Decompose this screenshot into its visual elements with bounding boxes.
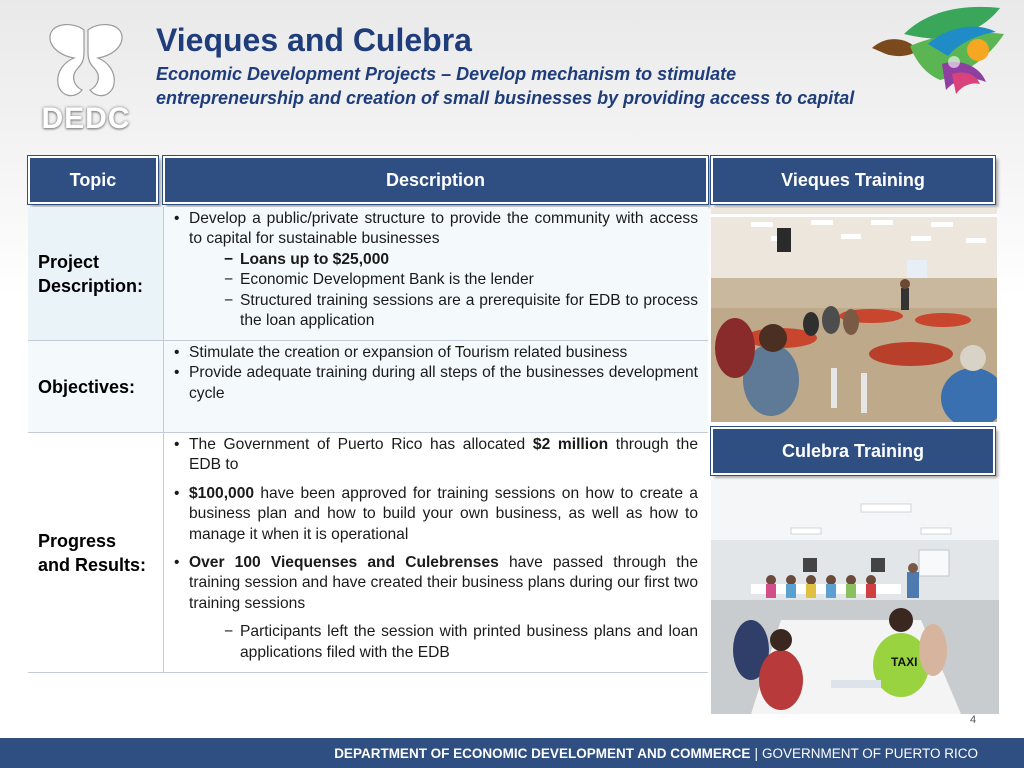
topics-table bbox=[28, 207, 708, 673]
allocation-text: The Government of Puerto Rico has allocated bbox=[189, 436, 526, 453]
topic-progress-line2: and Results: bbox=[38, 554, 147, 575]
culebra-training-header: Culebra Training bbox=[711, 427, 995, 475]
progress-cell bbox=[164, 433, 708, 672]
list-item: − Economic Development Bank is the lender bbox=[172, 270, 698, 290]
table-row-progress bbox=[28, 433, 708, 673]
topic-project-description: Project Description: bbox=[28, 207, 164, 340]
dedc-logo bbox=[36, 22, 136, 134]
culebra-training-photo bbox=[711, 480, 999, 714]
allocation-text-end: through the EDB to bbox=[189, 436, 698, 474]
list-item: • Develop a public/private structure to provide the community with access to capital for sustainable businesses bbox=[172, 209, 698, 250]
logo-text: DEDC bbox=[41, 102, 131, 135]
list-item: − Structured training sessions are a prerequisite for EDB to process the loan application bbox=[172, 291, 698, 332]
taxi-shirt-text: TAXI bbox=[891, 655, 918, 669]
topic-column-header: Topic bbox=[28, 156, 158, 204]
approved-text: have been approved for training sessions on how to create a business plan and how to build your own business, as well as how to manage it when it is operational bbox=[189, 484, 698, 543]
butterfly-icon bbox=[44, 22, 128, 100]
topic-progress-line1: Progress bbox=[38, 530, 117, 551]
approved-amount: $100,000 bbox=[189, 484, 255, 502]
objectives-cell bbox=[164, 341, 708, 432]
list-item: • Provide adequate training during all steps of the businesses development cycle bbox=[172, 363, 698, 404]
list-item bbox=[172, 484, 698, 545]
description-column-header: Description bbox=[163, 156, 708, 204]
table-row-objectives bbox=[28, 341, 708, 433]
topic-objectives: Objectives: bbox=[28, 341, 164, 432]
allocation-amount: $2 million bbox=[532, 436, 609, 453]
page-number: 4 bbox=[970, 714, 977, 726]
participants-count: Over 100 Viequenses and Culebrenses bbox=[189, 554, 499, 572]
list-item: • Stimulate the creation or expansion of Tourism related business bbox=[172, 343, 698, 363]
footer-bar bbox=[0, 738, 1024, 768]
topic-progress-results bbox=[28, 433, 164, 672]
list-item: − Participants left the session with printed business plans and loan applications filed with the EDB bbox=[172, 622, 698, 663]
page-title: Vieques and Culebra bbox=[156, 22, 472, 58]
page-subtitle: Economic Development Projects – Develop mechanism to stimulate entrepreneurship and creation of small businesses by providing access to capital bbox=[156, 64, 855, 108]
footer-department: DEPARTMENT OF ECONOMIC DEVELOPMENT AND COMMERCE bbox=[334, 745, 751, 761]
footer-government: GOVERNMENT OF PUERTO RICO bbox=[761, 745, 978, 761]
vieques-training-header: Vieques Training bbox=[711, 156, 995, 204]
list-item bbox=[172, 435, 698, 476]
project-description-cell bbox=[164, 207, 708, 340]
participants-text: have passed through the training session and have created their business plans during our first two training sessions bbox=[189, 554, 698, 612]
bird-logo-icon bbox=[868, 4, 1010, 104]
list-item bbox=[172, 553, 698, 614]
footer-separator: | bbox=[754, 745, 758, 761]
vieques-training-photo bbox=[711, 208, 997, 422]
list-item: − Loans up to $25,000 bbox=[172, 250, 698, 270]
table-row-project bbox=[28, 207, 708, 341]
